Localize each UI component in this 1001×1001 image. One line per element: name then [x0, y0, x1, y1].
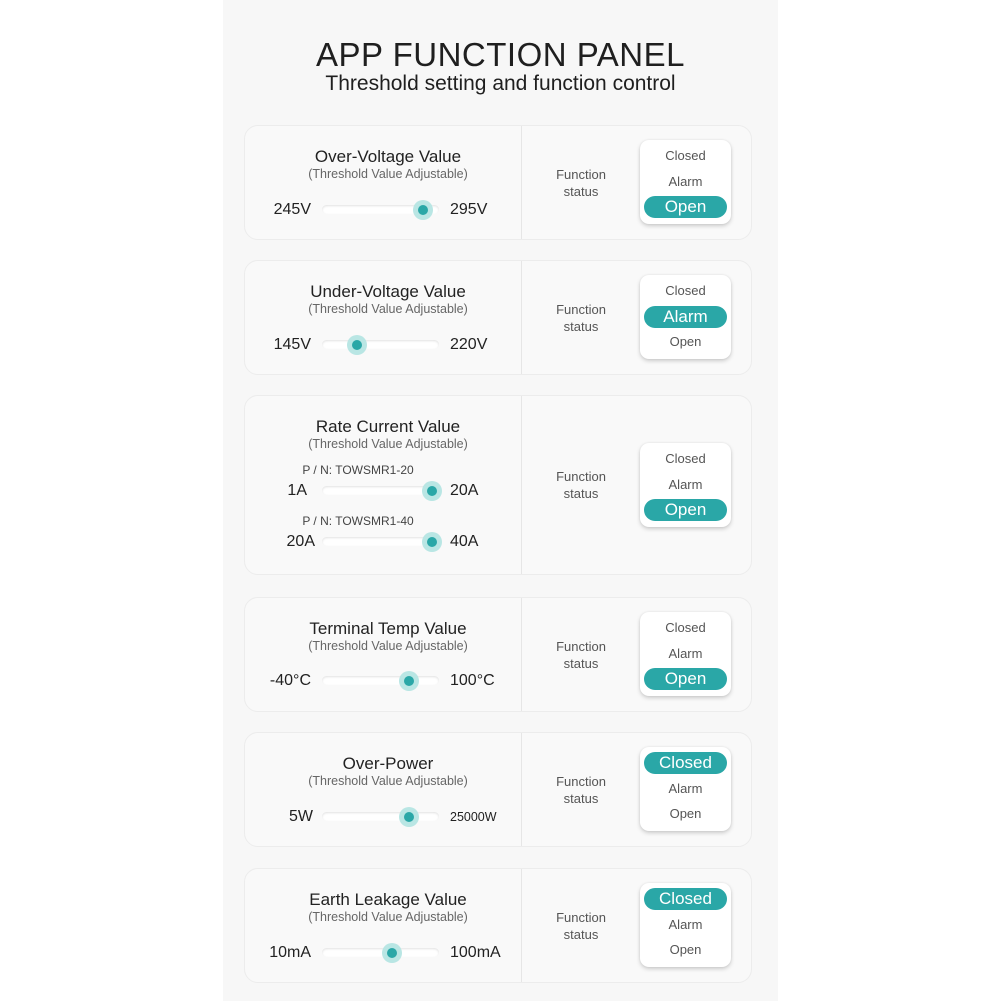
status-option-closed[interactable]: Closed [665, 620, 706, 635]
part-number-label: P / N: TOWSMR1-40 [302, 514, 414, 528]
under-voltage-card [244, 260, 752, 375]
threshold-slider [245, 531, 521, 553]
slider-min-label: 1A [287, 482, 307, 499]
function-status-label: Function status [556, 469, 606, 501]
slider-max-label: 220V [450, 336, 488, 353]
page-subtitle: Threshold setting and function control [325, 72, 676, 95]
card-subtitle: (Threshold Value Adjustable) [308, 910, 468, 924]
card-title: Over-Power [342, 754, 434, 773]
over-voltage-card [244, 125, 752, 240]
function-status-label: Function status [556, 639, 606, 671]
slider-min-label: -40°C [269, 672, 311, 689]
threshold-slider [245, 942, 521, 964]
card-title: Terminal Temp Value [309, 619, 467, 638]
slider-handle[interactable] [347, 335, 367, 355]
status-option-open[interactable]: Open [669, 334, 702, 349]
slider-handle[interactable] [422, 481, 442, 501]
threshold-slider [245, 334, 521, 356]
slider-handle[interactable] [382, 943, 402, 963]
slider-track[interactable] [322, 205, 439, 214]
slider-track[interactable] [322, 486, 439, 495]
threshold-slider [245, 806, 521, 828]
threshold-slider [245, 670, 521, 692]
slider-max-label: 25000W [450, 810, 497, 824]
slider-min-label: 245V [273, 201, 311, 218]
part-number-label: P / N: TOWSMR1-20 [302, 463, 414, 477]
status-option-open[interactable]: Open [644, 196, 727, 218]
status-option-closed[interactable]: Closed [665, 148, 706, 163]
status-option-open[interactable]: Open [644, 668, 727, 690]
slider-handle[interactable] [399, 671, 419, 691]
slider-max-label: 40A [450, 533, 479, 550]
slider-handle[interactable] [399, 807, 419, 827]
card-subtitle: (Threshold Value Adjustable) [308, 774, 468, 788]
function-status-selector [640, 612, 731, 696]
function-status-label: Function status [556, 167, 606, 199]
status-option-alarm[interactable]: Alarm [668, 477, 703, 492]
status-option-closed[interactable]: Closed [644, 888, 727, 910]
slider-track[interactable] [322, 340, 439, 349]
function-panel [223, 0, 778, 1001]
function-status-selector [640, 747, 731, 831]
card-title: Under-Voltage Value [310, 282, 466, 301]
slider-handle[interactable] [413, 200, 433, 220]
card-divider [521, 733, 522, 846]
function-status-selector [640, 883, 731, 967]
status-option-closed[interactable]: Closed [644, 752, 727, 774]
card-title: Over-Voltage Value [314, 147, 462, 166]
slider-min-label: 10mA [269, 944, 311, 961]
status-option-closed[interactable]: Closed [665, 283, 706, 298]
slider-max-label: 295V [450, 201, 488, 218]
card-title: Rate Current Value [315, 417, 461, 436]
status-option-alarm[interactable]: Alarm [644, 306, 727, 328]
threshold-slider [245, 199, 521, 221]
status-option-alarm[interactable]: Alarm [668, 917, 703, 932]
card-divider [521, 598, 522, 711]
page-title: APP FUNCTION PANEL [315, 36, 686, 73]
threshold-slider [245, 480, 521, 502]
status-option-alarm[interactable]: Alarm [668, 646, 703, 661]
slider-track[interactable] [322, 676, 439, 685]
status-option-alarm[interactable]: Alarm [668, 174, 703, 189]
card-divider [521, 261, 522, 374]
slider-max-label: 100°C [450, 672, 495, 689]
terminal-temp-card [244, 597, 752, 712]
slider-min-label: 145V [273, 336, 311, 353]
slider-track[interactable] [322, 948, 439, 957]
card-subtitle: (Threshold Value Adjustable) [308, 437, 468, 451]
function-status-selector [640, 275, 731, 359]
over-power-card [244, 732, 752, 847]
rate-current-card [244, 395, 752, 575]
slider-min-label: 20A [286, 533, 315, 550]
slider-max-label: 100mA [450, 944, 501, 961]
card-divider [521, 126, 522, 239]
slider-track[interactable] [322, 537, 439, 546]
card-divider [521, 869, 522, 982]
slider-track[interactable] [322, 812, 439, 821]
card-title: Earth Leakage Value [309, 890, 467, 909]
status-option-open[interactable]: Open [669, 806, 702, 821]
card-subtitle: (Threshold Value Adjustable) [308, 639, 468, 653]
card-subtitle: (Threshold Value Adjustable) [308, 167, 468, 181]
function-status-label: Function status [556, 774, 606, 806]
function-status-selector [640, 140, 731, 224]
card-subtitle: (Threshold Value Adjustable) [308, 302, 468, 316]
status-option-open[interactable]: Open [644, 499, 727, 521]
status-option-alarm[interactable]: Alarm [668, 781, 703, 796]
slider-handle[interactable] [422, 532, 442, 552]
function-status-label: Function status [556, 910, 606, 942]
status-option-open[interactable]: Open [669, 942, 702, 957]
slider-max-label: 20A [450, 482, 479, 499]
status-option-closed[interactable]: Closed [665, 451, 706, 466]
function-status-selector [640, 443, 731, 527]
slider-min-label: 5W [289, 808, 313, 825]
earth-leakage-card [244, 868, 752, 983]
function-status-label: Function status [556, 302, 606, 334]
